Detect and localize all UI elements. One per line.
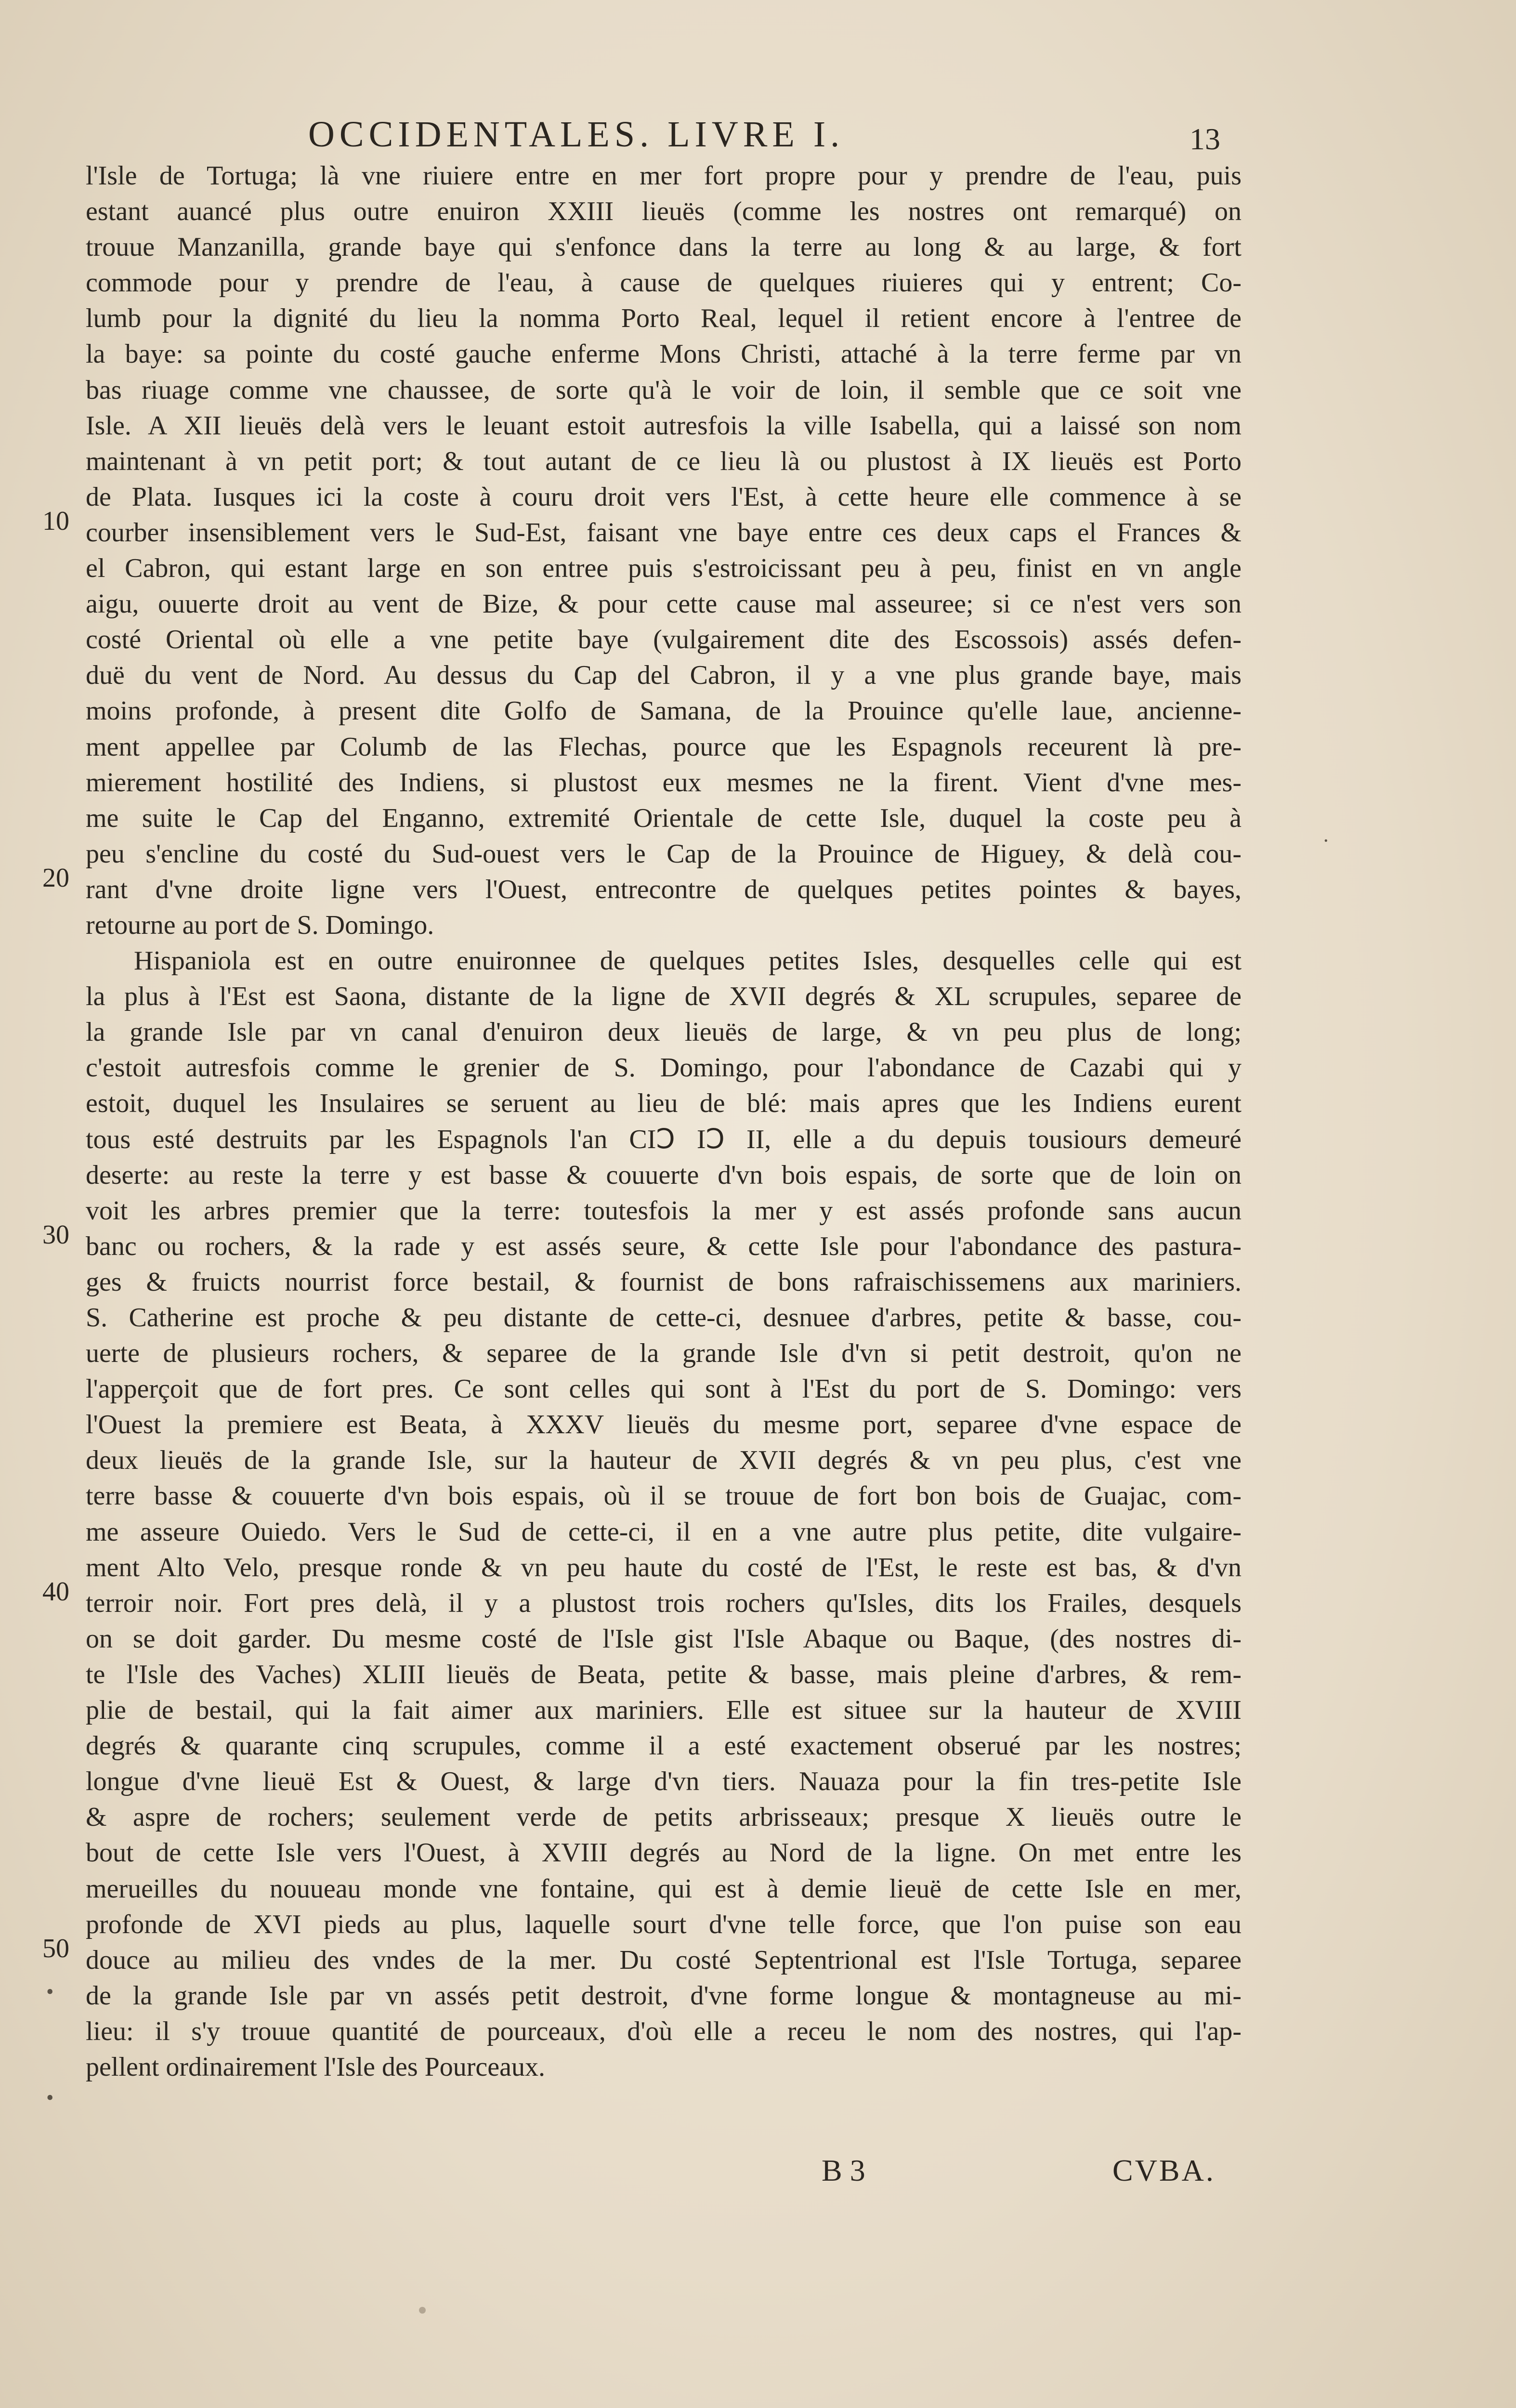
text-line: lumb pour la dignité du lieu la nomma Porto Real, lequel il retient encore à l'entree de <box>86 303 1242 334</box>
text-line: plie de bestail, qui la fait aimer aux mariniers. Elle est situee sur la hauteur de XVIII <box>86 1695 1242 1726</box>
text-line: retourne au port de S. Domingo. <box>86 910 434 940</box>
text-line: tous esté destruits par les Espagnols l'an CIↃ IↃ II, elle a du depuis tousiours demeuré <box>86 1124 1242 1154</box>
folio-number: 13 <box>1189 122 1220 156</box>
text-line: deux lieuës de la grande Isle, sur la hauteur de XVII degrés & vn peu plus, c'est vne <box>86 1445 1242 1476</box>
text-line: estoit, duquel les Insulaires se seruent au lieu de blé: mais apres que les Indiens eurent <box>86 1088 1242 1119</box>
text-line: S. Catherine est proche & peu distante de cette-ci, desnuee d'arbres, petite & basse, cou- <box>86 1303 1242 1333</box>
text-line: longue d'vne lieuë Est & Ouest, & large d'vn tiers. Nauaza pour la fin tres-petite Isle <box>86 1767 1242 1797</box>
line-number: 30 <box>42 1220 69 1250</box>
text-line: terre basse & couuerte d'vn bois espais, où il se trouue de fort bon bois de Guajac, com- <box>86 1481 1242 1511</box>
running-title: OCCIDENTALES. LIVRE I. <box>308 114 845 155</box>
signature-mark: B 3 <box>822 2153 865 2187</box>
text-line: rant d'vne droite ligne vers l'Ouest, entrecontre de quelques petites pointes & bayes, <box>86 874 1242 904</box>
margin-speck-icon: · <box>1322 829 1330 852</box>
text-line: bout de cette Isle vers l'Ouest, à XVIII degrés au Nord de la ligne. On met entre les <box>86 1838 1242 1868</box>
text-line: costé Oriental où elle a vne petite baye (vulgairement dite des Escossois) assés defen- <box>86 625 1242 655</box>
text-line: deserte: au reste la terre y est basse & couuerte d'vn bois espais, de sorte que de loin on <box>86 1160 1242 1190</box>
margin-dot-icon: • <box>46 2086 54 2109</box>
text-line: ment appellee par Columb de las Flechas, pource que les Espagnols receurent là pre- <box>86 732 1242 762</box>
text-line: Hispaniola est en outre enuironnee de quelques petites Isles, desquelles celle qui est <box>134 946 1242 976</box>
text-line: uerte de plusieurs rochers, & separee de la grande Isle d'vn si petit destroit, qu'on ne <box>86 1338 1242 1369</box>
line-number: 10 <box>42 506 69 536</box>
text-line: commode pour y prendre de l'eau, à cause de quelques riuieres qui y entrent; Co- <box>86 268 1242 298</box>
line-number: 40 <box>42 1577 69 1607</box>
text-line: maintenant à vn petit port; & tout autant de ce lieu là ou plustost à IX lieuës est Porto <box>86 446 1242 476</box>
body-text <box>86 158 1242 2085</box>
text-line: de la grande Isle par vn assés petit destroit, d'vne forme longue & montagneuse au mi- <box>86 1980 1242 2011</box>
text-line: peu s'encline du costé du Sud-ouest vers le Cap de la Prouince de Higuey, & delà cou- <box>86 838 1242 869</box>
text-line: de Plata. Iusques ici la coste à couru droit vers l'Est, à cette heure elle commence à se <box>86 482 1242 512</box>
text-line: te l'Isle des Vaches) XLIII lieuës de Beata, petite & basse, mais pleine d'arbres, & rem- <box>86 1659 1242 1689</box>
text-line: lieu: il s'y trouue quantité de pourceaux, d'où elle a receu le nom des nostres, qui l'ap- <box>86 2016 1242 2046</box>
text-line: me suite le Cap del Enganno, extremité Orientale de cette Isle, duquel la coste peu à <box>86 803 1242 833</box>
text-line: la grande Isle par vn canal d'enuiron deux lieuës de large, & vn peu plus de long; <box>86 1017 1242 1047</box>
text-line: pellent ordinairement l'Isle des Pourceaux. <box>86 2052 545 2082</box>
text-line: voit les arbres premier que la terre: toutesfois la mer y est assés profonde sans aucun <box>86 1195 1242 1226</box>
text-line: profonde de XVI pieds au plus, laquelle sourt d'vne telle force, que l'on puise son eau <box>86 1909 1242 1939</box>
text-line: duë du vent de Nord. Au dessus du Cap del Cabron, il y a vne plus grande baye, mais <box>86 660 1242 691</box>
catchword: CVBA. <box>1112 2153 1215 2187</box>
text-line: ment Alto Velo, presque ronde & vn peu haute du costé de l'Est, le reste est bas, & d'vn <box>86 1552 1242 1583</box>
paper-speck-icon <box>419 2307 426 2314</box>
text-line: merueilles du nouueau monde vne fontaine, qui est à demie lieuë de cette Isle en mer, <box>86 1873 1242 1904</box>
text-line: l'Ouest la premiere est Beata, à XXXV lieuës du mesme port, separee d'vne espace de <box>86 1410 1242 1440</box>
text-line: & aspre de rochers; seulement verde de petits arbrisseaux; presque X lieuës outre le <box>86 1802 1242 1832</box>
text-line: la plus à l'Est est Saona, distante de la ligne de XVII degrés & XL scrupules, separee de <box>86 982 1242 1012</box>
margin-dot-icon: • <box>46 1980 54 2003</box>
text-line: c'estoit autresfois comme le grenier de S. Domingo, pour l'abondance de Cazabi qui y <box>86 1053 1242 1083</box>
text-line: ges & fruicts nourrist force bestail, & fournist de bons rafraischissemens aux mariniers. <box>86 1267 1242 1297</box>
text-line: moins profonde, à present dite Golfo de Samana, de la Prouince qu'elle laue, ancienne- <box>86 696 1242 726</box>
text-line: aigu, ouuerte droit au vent de Bize, & pour cette cause mal asseuree; si ce n'est vers son <box>86 589 1242 619</box>
text-line: courber insensiblement vers le Sud-Est, faisant vne baye entre ces deux caps el Frances & <box>86 517 1242 548</box>
text-line: el Cabron, qui estant large en son entree puis s'estroicissant peu à peu, finist en vn angle <box>86 553 1242 584</box>
text-line: bas riuage comme vne chaussee, de sorte qu'à le voir de loin, il semble que ce soit vne <box>86 375 1242 405</box>
text-line: trouue Manzanilla, grande baye qui s'enfonce dans la terre au long & au large, & fort <box>86 232 1242 262</box>
text-line: banc ou rochers, & la rade y est assés seure, & cette Isle pour l'abondance des pastura- <box>86 1231 1242 1261</box>
text-line: la baye: sa pointe du costé gauche enferme Mons Christi, attaché à la terre ferme par vn <box>86 339 1242 369</box>
text-line: Isle. A XII lieuës delà vers le leuant estoit autresfois la ville Isabella, qui a laissé son nom <box>86 410 1242 441</box>
text-line: l'Isle de Tortuga; là vne riuiere entre en mer fort propre pour y prendre de l'eau, puis <box>86 161 1242 191</box>
text-line: douce au milieu des vndes de la mer. Du costé Septentrional est l'Isle Tortuga, separee <box>86 1945 1242 1975</box>
text-line: degrés & quarante cinq scrupules, comme il a esté exactement obserué par les nostres; <box>86 1731 1242 1761</box>
line-number: 20 <box>42 863 69 893</box>
text-line: me asseure Ouiedo. Vers le Sud de cette-ci, il en a vne autre plus petite, dite vulgaire- <box>86 1517 1242 1547</box>
text-line: mierement hostilité des Indiens, si plustost eux mesmes ne la firent. Vient d'vne mes- <box>86 767 1242 798</box>
text-line: estant auancé plus outre enuiron XXIII lieuës (comme les nostres ont remarqué) on <box>86 196 1242 227</box>
text-line: terroir noir. Fort pres delà, il y a plustost trois rochers qu'Isles, dits los Frailes, desquels <box>86 1588 1242 1618</box>
text-line: l'apperçoit que de fort pres. Ce sont celles qui sont à l'Est du port de S. Domingo: vers <box>86 1374 1242 1404</box>
line-number: 50 <box>42 1934 69 1963</box>
text-line: on se doit garder. Du mesme costé de l'Isle gist l'Isle Abaque ou Baque, (des nostres di- <box>86 1623 1242 1654</box>
